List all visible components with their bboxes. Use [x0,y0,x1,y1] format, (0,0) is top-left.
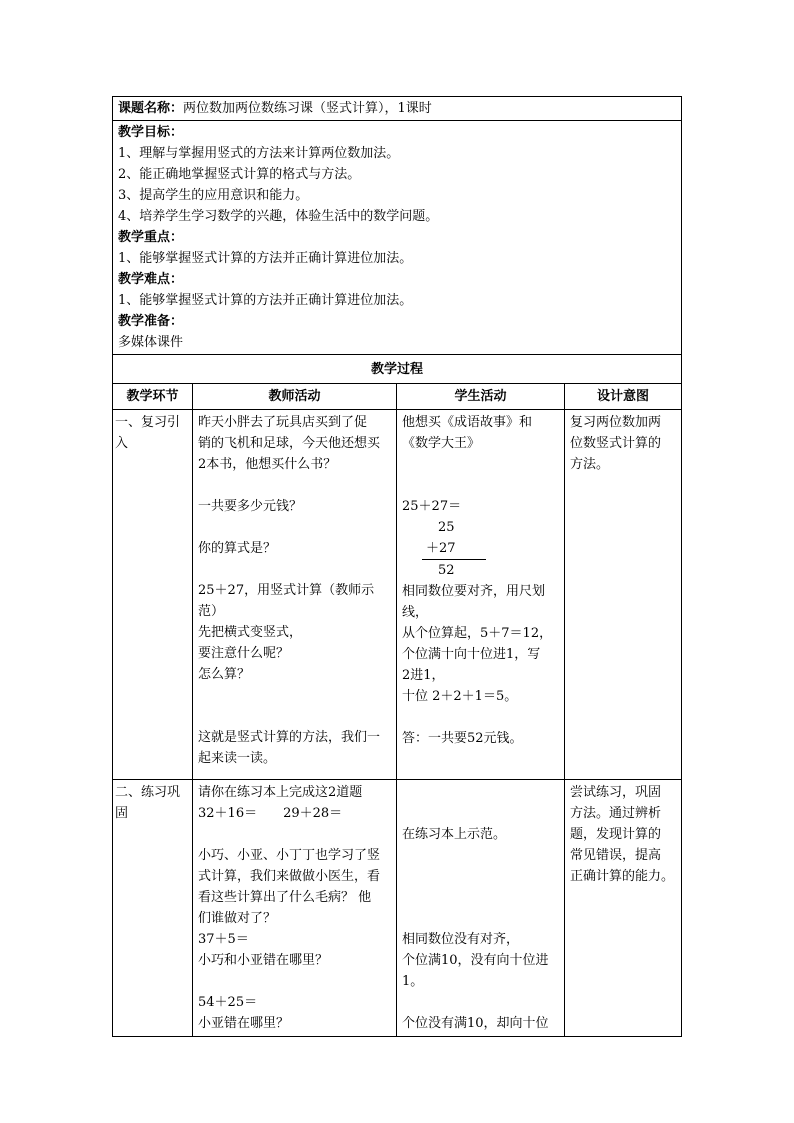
vertical-addend-2-wrap [402,538,559,560]
student-line: 《数学大王》 [402,436,481,451]
title-row [113,97,682,121]
student-line: 在练习本上示范。 [402,827,507,842]
table-row [113,410,682,780]
prep-label: 教学准备： [118,314,184,329]
intent-line: 复习两位数加两 [570,415,662,430]
intent-line: 尝试练习，巩固 [570,785,662,800]
intent-cell [565,410,682,780]
teacher-line: 起来读一读。 [198,751,277,766]
header-row [113,384,682,410]
teacher-line: 先把横式变竖式， [198,625,303,640]
intent-line: 位数竖式计算的 [570,436,662,451]
table-row [113,780,682,1037]
student-line: 个位没有满10，却向十位 [402,1016,549,1031]
teacher-line: 32＋16＝ 29＋28＝ [198,806,343,821]
student-cell [397,780,565,1037]
title-label: 课题名称： [118,101,184,116]
student-line: 个位满十向十位进1，写 [402,647,541,662]
teacher-line: 一共要多少元钱？ [198,499,303,514]
student-line: 相同数位要对齐，用尺划 [402,584,546,599]
teacher-line: 小巧、小亚、小丁丁也学习了竖 [198,848,381,863]
student-line: 十位 2＋2＋1＝5。 [402,689,518,704]
intent-line: 方法。通过辨析 [570,806,662,821]
key-point: 1、能够掌握竖式计算的方法并正确计算进位加法。 [118,251,413,266]
title-value: 两位数加两位数练习课（竖式计算），1课时 [183,101,432,116]
teacher-line: 要注意什么呢？ [198,646,290,661]
teacher-line: 请你在练习本上完成这2道题 [198,785,363,800]
stage-cell: 一、复习引入 [113,410,193,780]
objective-item: 3、提高学生的应用意识和能力。 [118,188,309,203]
intent-line: 题，发现计算的 [570,827,662,842]
teacher-line: 小巧和小亚错在哪里？ [198,953,329,968]
student-line: 他想买《成语故事》和 [402,415,533,430]
header-teacher: 教师活动 [193,384,397,410]
equation: 25＋27＝ [402,499,462,514]
student-cell [397,410,565,780]
process-title: 教学过程 [113,355,682,384]
teacher-line: 37＋5＝ [198,932,249,947]
vertical-addend-1: 25 [438,520,455,535]
objective-item: 4、培养学生学习数学的兴趣，体验生活中的数学问题。 [118,209,439,224]
teacher-line: 销的飞机和足球，今天他还想买 [198,436,381,451]
objectives-label: 教学目标： [118,125,184,140]
teacher-cell [193,780,397,1037]
teacher-line: 看这些计算出了什么毛病？ 他 [198,890,372,905]
intent-line: 方法。 [570,457,610,472]
student-line: 答：一共要52元钱。 [402,731,523,746]
header-student: 学生活动 [397,384,565,410]
difficulty-label: 教学难点： [118,272,184,287]
teacher-line: 这就是竖式计算的方法，我们一 [198,730,381,745]
info-row [113,121,682,355]
teacher-cell [193,410,397,780]
teacher-line: 怎么算？ [198,667,251,682]
prep-value: 多媒体课件 [118,335,184,350]
header-stage: 教学环节 [113,384,193,410]
teacher-line: 小亚错在哪里？ [198,1016,290,1031]
teacher-line: 2本书，他想买什么书？ [198,457,337,472]
lesson-plan-table [112,96,682,1037]
teacher-line: 25＋27，用竖式计算（教师示范） [198,583,375,619]
student-line: 1。 [402,974,424,989]
student-line: 从个位算起，5＋7＝12， [402,626,553,641]
student-line: 2进1， [402,668,445,683]
stage-cell: 二、练习巩固 [113,780,193,1037]
student-line: 相同数位没有对齐， [402,932,520,947]
objective-item: 1、理解与掌握用竖式的方法来计算两位数加法。 [118,146,400,161]
intent-cell [565,780,682,1037]
key-label: 教学重点： [118,230,184,245]
intent-line: 常见错误，提高 [570,848,662,863]
vertical-sum: 52 [438,563,455,578]
process-title-row [113,355,682,384]
header-intent: 设计意图 [565,384,682,410]
lesson-plan [112,96,681,1037]
student-line: 个位满10，没有向十位进 [402,953,549,968]
teacher-line: 昨天小胖去了玩具店买到了促 [198,415,368,430]
teacher-line: 式计算，我们来做做小医生，看 [198,869,381,884]
objective-item: 2、能正确地掌握竖式计算的格式与方法。 [118,167,361,182]
teacher-line: 们谁做对了？ [198,911,277,926]
difficulty-point: 1、能够掌握竖式计算的方法并正确计算进位加法。 [118,293,413,308]
teacher-line: 你的算式是？ [198,541,277,556]
intent-line: 正确计算的能力。 [570,869,675,884]
vertical-addend-2: ＋27 [422,538,486,560]
student-line: 线， [402,605,429,620]
teacher-line: 54＋25＝ [198,995,258,1010]
